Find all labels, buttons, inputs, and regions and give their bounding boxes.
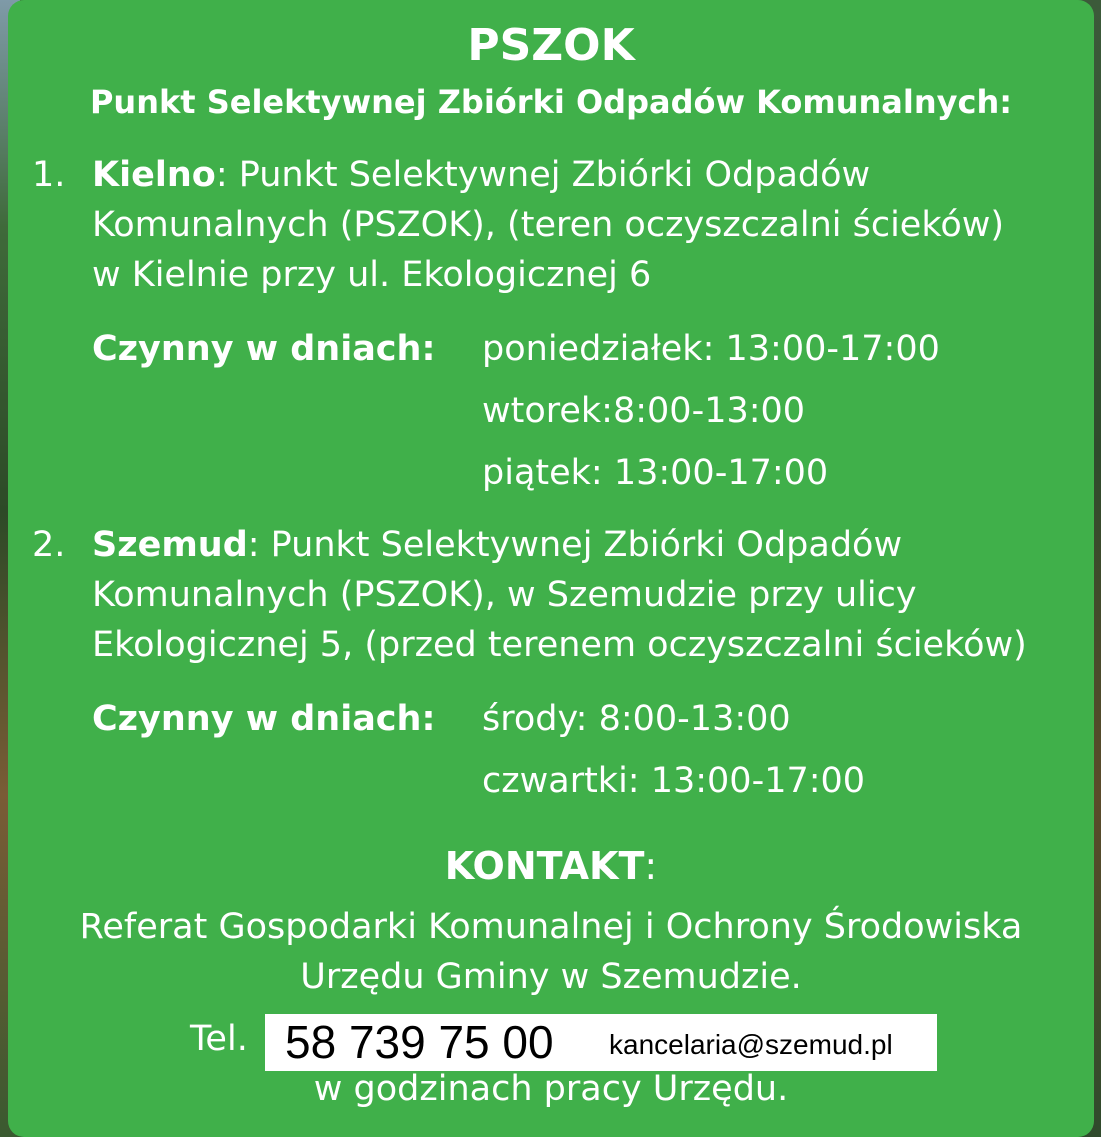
location-2-name: Szemud bbox=[92, 525, 248, 565]
location-2-hours-label: Czynny w dniach: bbox=[92, 699, 436, 739]
contact-office-line-1: Referat Gospodarki Komunalnej i Ochrony Środowiska bbox=[79, 907, 1023, 947]
location-2-line-2: Komunalnych (PSZOK), w Szemudzie przy ulicy bbox=[92, 575, 917, 615]
location-2-line-3: Ekologicznej 5, (przed terenem oczyszczalni ścieków) bbox=[92, 625, 1027, 665]
location-1-name: Kielno bbox=[92, 155, 216, 195]
tel-label: Tel. bbox=[190, 1019, 248, 1059]
location-1-desc: : Punkt Selektywnej Zbiórki Odpadów bbox=[215, 155, 871, 195]
location-2-hours-2: czwartki: 13:00-17:00 bbox=[482, 761, 866, 801]
location-1-line-3: w Kielnie przy ul. Ekologicznej 6 bbox=[92, 255, 652, 295]
phone-number[interactable]: 58 739 75 00 bbox=[285, 1016, 554, 1068]
location-2-number: 2. bbox=[32, 525, 66, 565]
location-1-line-1 bbox=[92, 150, 870, 200]
page-title: PSZOK bbox=[467, 20, 635, 71]
location-1-number: 1. bbox=[32, 155, 66, 195]
contact-heading: KONTAKT bbox=[444, 844, 645, 888]
location-2-hours-1: środy: 8:00-13:00 bbox=[482, 699, 791, 739]
location-1-line-2: Komunalnych (PSZOK), (teren oczyszczalni ścieków) bbox=[92, 205, 1005, 245]
location-1-hours-1: poniedziałek: 13:00-17:00 bbox=[482, 329, 940, 369]
location-1-hours-label: Czynny w dniach: bbox=[92, 329, 436, 369]
contact-office-line-2: Urzędu Gminy w Szemudzie. bbox=[300, 957, 802, 997]
email-address[interactable]: kancelaria@szemud.pl bbox=[609, 1029, 893, 1060]
contact-title bbox=[8, 840, 1094, 892]
location-1-hours-3: piątek: 13:00-17:00 bbox=[482, 453, 829, 493]
contact-heading-colon: : bbox=[644, 844, 658, 888]
location-1-hours-2: wtorek:8:00-13:00 bbox=[482, 391, 806, 431]
page-subtitle: Punkt Selektywnej Zbiórki Odpadów Komunalnych: bbox=[89, 83, 1013, 121]
phone-box bbox=[265, 1014, 937, 1071]
location-2-desc: : Punkt Selektywnej Zbiórki Odpadów bbox=[247, 525, 903, 565]
location-2-line-1 bbox=[92, 520, 902, 570]
info-card bbox=[8, 0, 1094, 1137]
office-hours-note: w godzinach pracy Urzędu. bbox=[313, 1069, 789, 1109]
